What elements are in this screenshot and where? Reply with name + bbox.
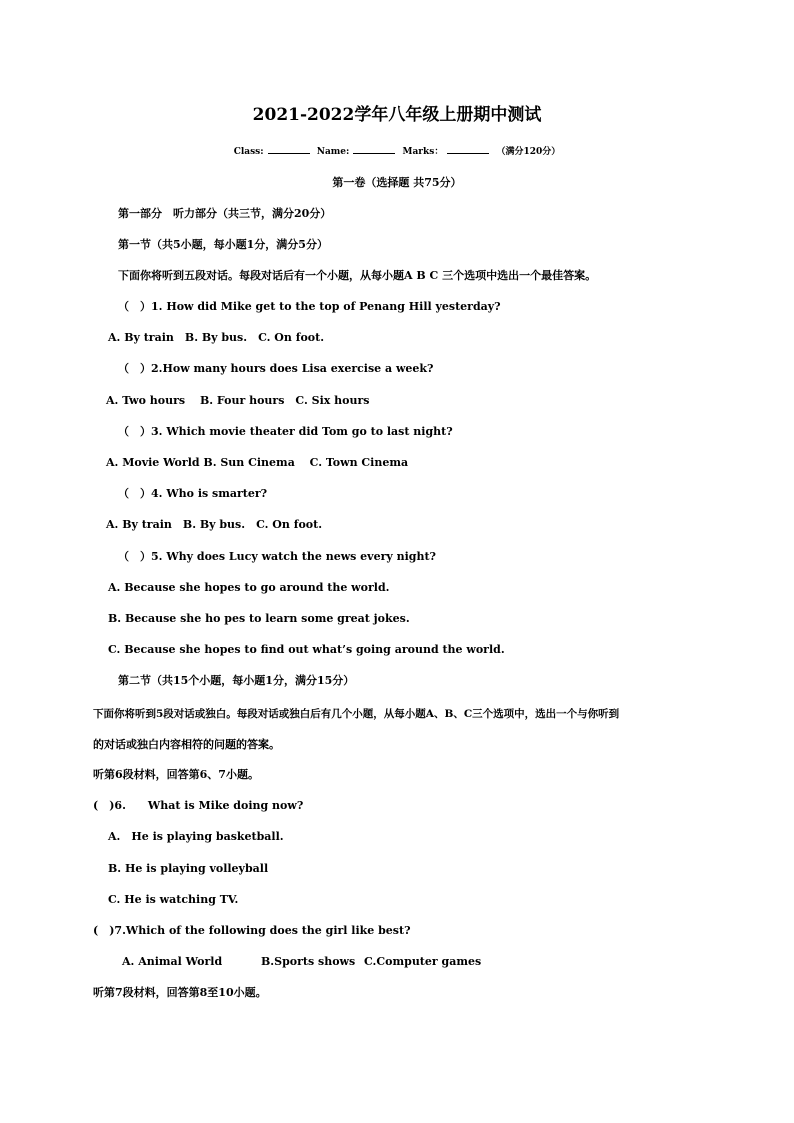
name-label: Name: xyxy=(316,147,350,157)
volume-title: 第一卷（选择题 共75分） xyxy=(332,176,462,189)
section1-instruction: 下面你将听到五段对话。每段对话后有一个小题，从每小题A B C 三个选项中选出一个最佳答案。 xyxy=(118,269,597,282)
student-info-line xyxy=(0,145,794,159)
question-6-option-b: B. He is playing volleyball xyxy=(108,862,269,875)
question-6-option-a: A. He is playing basketball. xyxy=(108,830,284,843)
question-4: （ ）4. Who is smarter? xyxy=(118,487,268,500)
section2-instruction-line1: 下面你将听到5段对话或独白。每段对话或独白后有几个小题，从每小题A、B、C三个选项中，选出一个与你听到 xyxy=(93,708,620,720)
document-title: 2021-2022学年八年级上册期中测试 xyxy=(252,105,542,125)
question-3: （ ）3. Which movie theater did Tom go to last night? xyxy=(118,425,453,438)
question-6: ( )6. What is Mike doing now? xyxy=(93,799,304,812)
question-5-option-a: A. Because she hopes to go around the world. xyxy=(108,581,390,594)
question-7-option-b: B.Sports shows xyxy=(261,955,356,968)
question-1: （ ）1. How did Mike get to the top of Penang Hill yesterday? xyxy=(118,300,501,313)
question-2: （ ）2.How many hours does Lisa exercise a week? xyxy=(118,362,434,375)
section2-heading: 第二节（共15个小题，每小题1分，满分15分） xyxy=(118,674,355,687)
full-score-label: （满分120分） xyxy=(496,147,561,157)
question-5-option-b: B. Because she ho pes to learn some great jokes. xyxy=(108,612,410,625)
question-3-options: A. Movie World B. Sun Cinema C. Town Cinema xyxy=(106,456,409,469)
passage-7-note: 听第7段材料，回答第8至10小题。 xyxy=(93,986,267,999)
class-label: Class: xyxy=(233,147,264,157)
question-7-option-c: C.Computer games xyxy=(364,955,482,968)
question-7: ( )7.Which of the following does the girl like best? xyxy=(93,924,411,937)
section1-heading: 第一节（共5小题，每小题1分，满分5分） xyxy=(118,238,328,251)
class-blank xyxy=(268,153,310,154)
question-1-options: A. By train B. By bus. C. On foot. xyxy=(108,331,325,344)
question-5-option-c: C. Because she hopes to find out what’s going around the world. xyxy=(108,643,505,656)
marks-blank xyxy=(447,153,489,154)
question-6-option-c: C. He is watching TV. xyxy=(108,893,239,906)
question-7-option-a: A. Animal World xyxy=(122,955,223,968)
name-blank xyxy=(353,153,395,154)
question-2-options: A. Two hours B. Four hours C. Six hours xyxy=(106,394,370,407)
question-5: （ ）5. Why does Lucy watch the news every night? xyxy=(118,550,436,563)
section2-instruction-line2: 的对话或独白内容相符的问题的答案。 xyxy=(93,738,280,751)
part1-heading: 第一部分 听力部分（共三节，满分20分） xyxy=(118,207,332,220)
marks-label: Marks： xyxy=(402,147,444,157)
passage-6-note: 听第6段材料，回答第6、7小题。 xyxy=(93,768,259,781)
question-4-options: A. By train B. By bus. C. On foot. xyxy=(106,518,323,531)
